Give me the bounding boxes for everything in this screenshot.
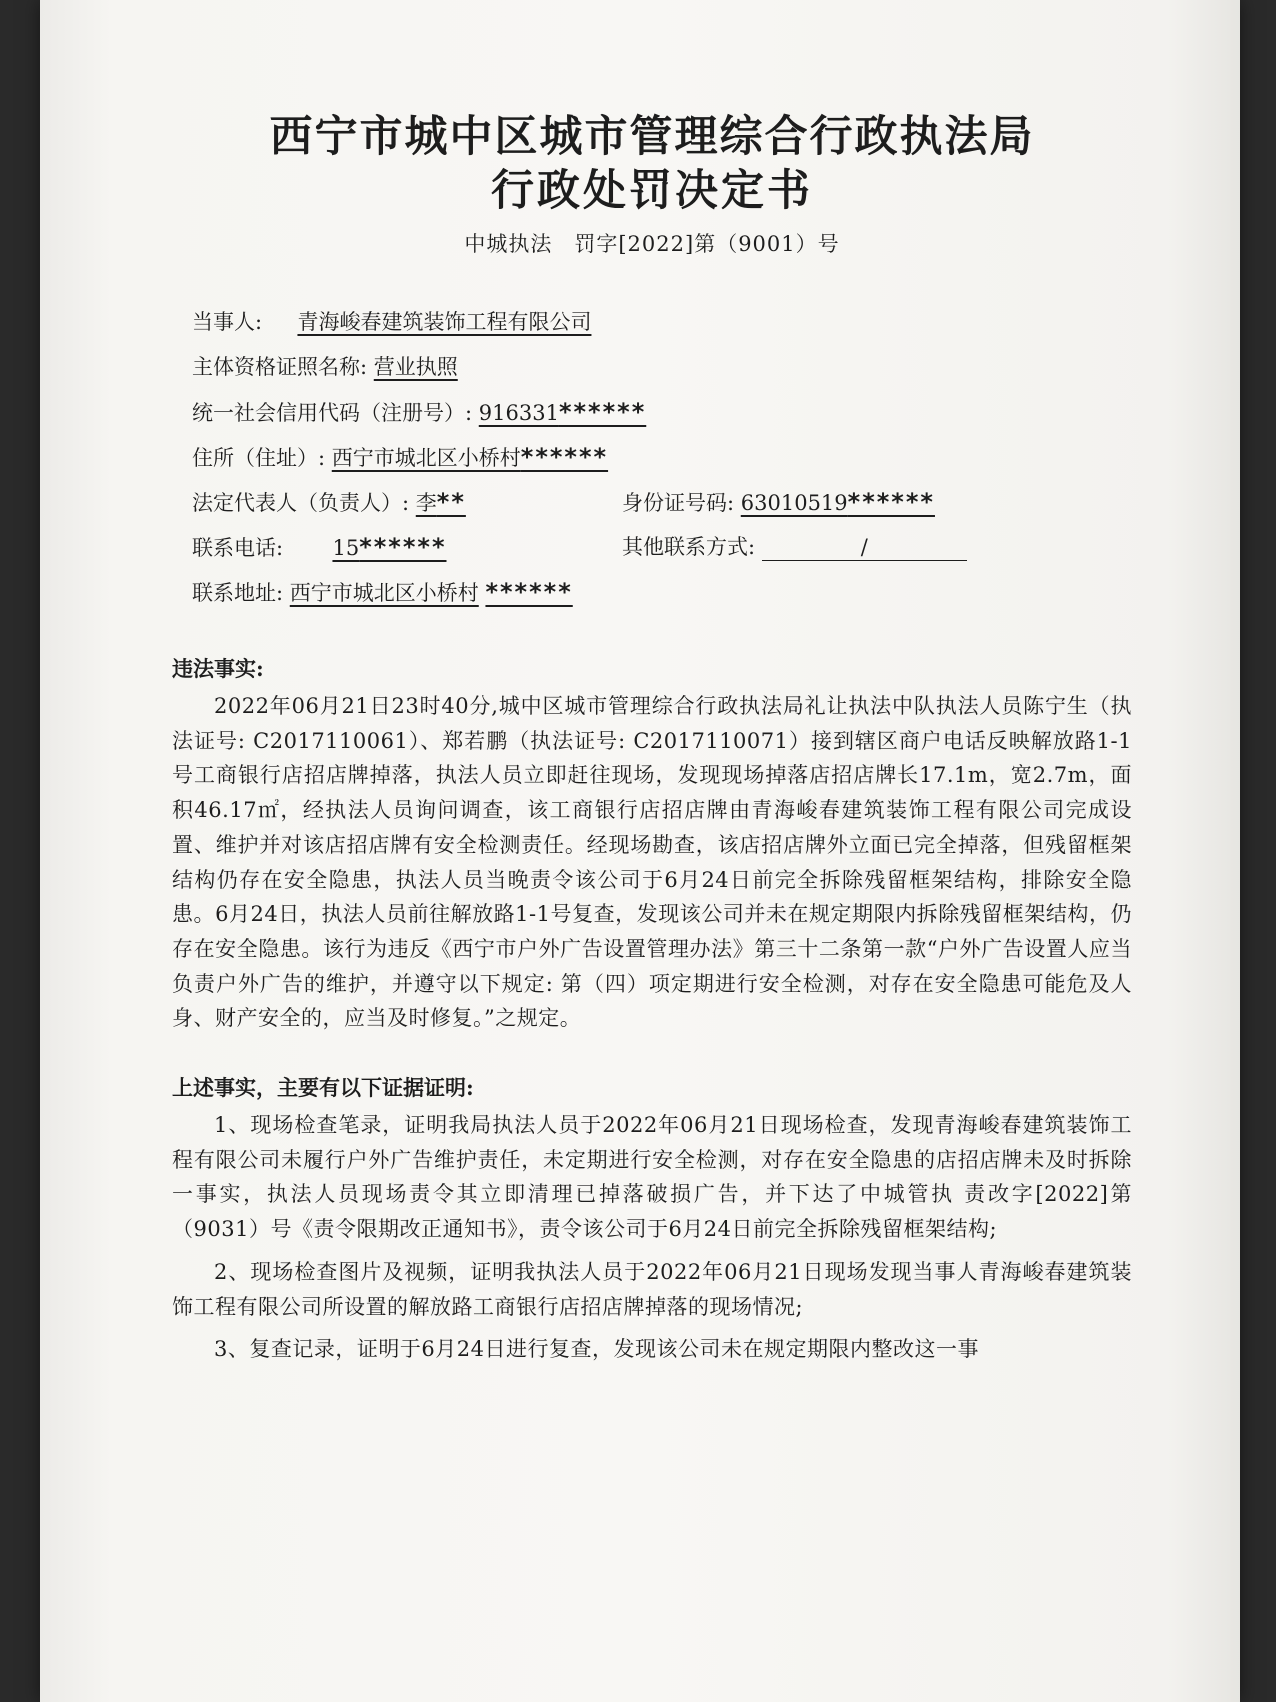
contact-address-row (192, 570, 1132, 615)
representative-label: 法定代表人（负责人）: (192, 491, 410, 515)
representative-value: 李 (415, 491, 437, 515)
id-number-label: 身份证号码: (622, 491, 735, 515)
address-label: 住所（住址）: (192, 446, 326, 470)
party-name-value: 青海峻春建筑装饰工程有限公司 (297, 310, 592, 334)
id-number-mask: ****** (847, 488, 935, 516)
party-info (172, 300, 1132, 615)
phone-row (192, 525, 1132, 570)
evidence-heading: 上述事实，主要有以下证据证明: (172, 1075, 474, 1101)
contact-address-value: 西宁市城北区小桥村 (289, 581, 479, 605)
phone-label: 联系电话: (192, 536, 284, 560)
credit-code-row (192, 390, 1132, 435)
phone-value: 15 (332, 536, 360, 560)
party-name-row (192, 300, 1132, 345)
other-contact-label: 其他联系方式: (622, 535, 756, 559)
representative-mask: ** (436, 488, 466, 516)
license-row (192, 345, 1132, 390)
address-mask: ****** (520, 443, 609, 471)
document-paper (40, 0, 1240, 1702)
phone-mask: ****** (359, 533, 447, 561)
address-row (192, 435, 1132, 480)
evidence-item: 3、复查记录，证明于6月24日进行复查，发现该公司未在规定期限内整改这一事 (214, 1337, 979, 1362)
document-number: 中城执法 罚字[2022]第（9001）号 (464, 232, 840, 256)
credit-code-label: 统一社会信用代码（注册号）: (192, 401, 473, 425)
other-contact-value: / (762, 534, 967, 561)
contact-address-mask: ****** (485, 578, 573, 606)
org-title: 西宁市城中区城市管理综合行政执法局 (269, 112, 1035, 162)
id-number-field (622, 480, 935, 526)
other-contact-field (622, 525, 967, 570)
license-label: 主体资格证照名称: (192, 355, 368, 379)
id-number-value: 63010519 (740, 491, 848, 515)
facts-heading: 违法事实: (172, 656, 264, 681)
evidence-item: 1、现场检查笔录，证明我局执法人员于2022年06月21日现场检查，发现青海峻春建筑装饰工程有限公司未履行户外广告维护责任，未定期进行安全检测，对存在安全隐患的店招店牌未及时拆除一事实，执法人员现场责令其立即清理已掉落破损广告，并下达了中城管执 责改字[2022]第（9031）号《责令限期改正通知书》，责令该公司于6月24日前完全拆除残留框架结构; (172, 1113, 1132, 1242)
document-body (172, 110, 1132, 1375)
credit-code-mask: ****** (558, 398, 647, 426)
contact-address-label: 联系地址: (192, 581, 284, 605)
address-value: 西宁市城北区小桥村 (331, 446, 521, 470)
representative-row (192, 480, 1132, 525)
party-name-label: 当事人: (192, 310, 263, 334)
evidence-list (172, 1108, 1132, 1367)
facts-paragraph: 2022年06月21日23时40分,城中区城市管理综合行政执法局礼让执法中队执法人员陈宁生（执法证号: C2017110061）、郑若鹏（执法证号: C2017110071）接到辖区商户电话反映解放路1-1号工商银行店招店牌掉落，执法人员立即赶往现场，发现现场掉落店招店牌长17.1m，宽2.7m，面积46.17㎡，经执法人员询问调查，该工商银行店招店牌由青海峻春建筑装饰工程有限公司完成设置、维护并对该店招店牌有安全检测责任。经现场勘查，该店招店牌外立面已完全掉落，但残留框架结构仍存在安全隐患，执法人员当晚责令该公司于6月24日前完全拆除残留框架结构，排除安全隐患。6月24日，执法人员前往解放路1-1号复查，发现该公司并未在规定期限内拆除残留框架结构，仍存在安全隐患。该行为违反《西宁市户外广告设置管理办法》第三十二条第一款“户外广告设置人应当负责户外广告的维护，并遵守以下规定: 第（四）项定期进行安全检测，对存在安全隐患可能危及人身、财产安全的，应当及时修复。”之规定。 (172, 694, 1132, 1031)
document-title: 行政处罚决定书 (491, 166, 813, 216)
credit-code-value: 916331 (478, 401, 559, 425)
evidence-item: 2、现场检查图片及视频，证明我执法人员于2022年06月21日现场发现当事人青海峻春建筑装饰工程有限公司所设置的解放路工商银行店招店牌掉落的现场情况; (172, 1259, 1132, 1319)
license-value: 营业执照 (373, 355, 458, 379)
